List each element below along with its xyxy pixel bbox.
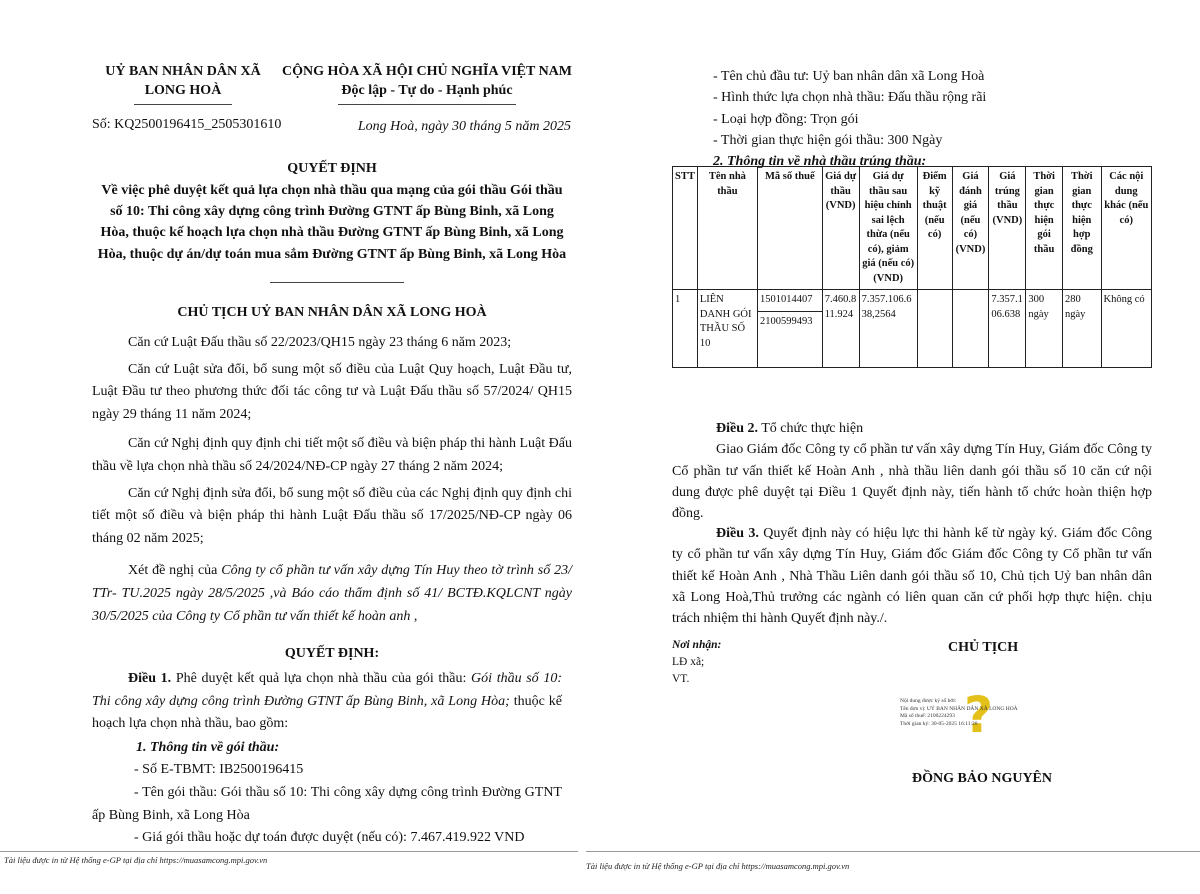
item-contract: - Loại hợp đồng: Trọn gói [713, 111, 859, 127]
basis-3 [92, 433, 572, 478]
article-2-text [672, 439, 1152, 524]
sig-line-1: Nội dung được ký số bởi: [900, 698, 957, 704]
cell-pkg-time: 300 ngày [1026, 290, 1063, 368]
article-2-heading [672, 418, 1152, 439]
cell-eval-price [952, 290, 989, 368]
section-1-title [92, 737, 562, 760]
section-2-title: 2. Thông tin về nhà thầu trúng thầu: [713, 154, 927, 170]
org-name [88, 62, 278, 100]
decides-heading: QUYẾT ĐỊNH: [284, 646, 380, 661]
digital-signature-info [900, 698, 1040, 744]
article-3-label: Điều 3. [716, 526, 759, 541]
basis-1-text: Căn cứ Luật Đấu thầu số 22/2023/QH15 ngày 23 tháng 6 năm 2023; [128, 335, 512, 350]
winning-bidder-table [672, 166, 1152, 368]
cell-award-price: 7.357.106.638 [989, 290, 1026, 368]
proposal-lead: Xét đề nghị của [128, 563, 222, 579]
doc-title: QUYẾT ĐỊNH [287, 161, 377, 176]
basis-3-text: Căn cứ Nghị định quy định chi tiết một số điều và biện pháp thi hành Luật Đấu thầu về lựa chọn nhà thầu số 24/2024/NĐ-CP ngày 27 tháng 2 năm 2024; [92, 436, 572, 474]
recipients-title: Nơi nhận: [672, 639, 722, 651]
col-stt: STT [673, 167, 698, 290]
item-price [92, 827, 562, 850]
left-footer: Tài liệu được in từ Hệ thống e-GP tại địa chỉ https://muasamcong.mpi.gov.vn [4, 855, 268, 865]
org-line-1: UỶ BAN NHÂN DÂN XÃ [105, 64, 261, 79]
col-tech-score: Điểm kỹ thuật (nếu có) [917, 167, 952, 290]
col-other: Các nội dung khác (nếu có) [1101, 167, 1151, 290]
cell-name: LIÊN DANH GÓI THẦU SỐ 10 [697, 290, 757, 368]
article-1-label: Điều 1. [128, 671, 172, 686]
doc-subject: Về việc phê duyệt kết quả lựa chọn nhà thầu qua mạng của gói thầu Gói thầu số 10: Thi công xây dựng công trình Đường GTNT ấp Bùng Binh, xã Long Hòa, thuộc kế hoạch lựa chọn nhà thầu Đường GTNT ấp Bùng Binh, xã Long Hòa, thuộc dự án/dự toán mua sắm Đường GTNT ấp Bùng Binh, xã Long Hòa [97, 183, 567, 262]
right-footer-rule [586, 851, 1200, 852]
article-2-title: Tổ chức thực hiện [758, 421, 864, 436]
sig-line-2: Tên đơn vị: UỶ BAN NHÂN DÂN XÃ LONG HOÀ [900, 705, 1018, 712]
nation-line-1: CỘNG HÒA XÃ HỘI CHỦ NGHĨA VIỆT NAM [281, 64, 572, 79]
doc-number: Số: KQ2500196415_2505301610 [92, 117, 282, 132]
basis-2 [92, 359, 572, 427]
table-header-row [673, 167, 1152, 290]
cell-tax-2: 2100599493 [759, 315, 813, 327]
org-underline [134, 104, 232, 105]
motto-underline [338, 104, 516, 105]
item-package-text: - Tên gói thầu: Gói thầu số 10: Thi công xây dựng công trình Đường GTNT ấp Bùng Binh, xã Long Hòa [92, 784, 562, 823]
authority-title: CHỦ TỊCH UỶ BAN NHÂN DÂN XÃ LONG HOÀ [177, 305, 487, 320]
article-2-label: Điều 2. [716, 421, 758, 436]
col-adjusted-price: Giá dự thầu sau hiệu chỉnh sai lệch thừa (nếu có), giảm giá (nếu có) (VND) [859, 167, 917, 290]
place-date: Long Hoà, ngày 30 tháng 5 năm 2025 [357, 119, 571, 134]
proposal-end: , [410, 608, 418, 624]
col-contract-time: Thời gian thực hiện hợp đồng [1062, 167, 1101, 290]
item-method: - Hình thức lựa chọn nhà thầu: Đấu thầu rộng rãi [713, 90, 987, 106]
sig-line-4: Thời gian ký: 30-05-2025 16:11:20 [900, 720, 978, 727]
basis-1 [92, 332, 572, 355]
item-etbmt-text: - Số E-TBMT: IB2500196415 [134, 762, 304, 778]
right-footer: Tài liệu được in từ Hệ thống e-GP tại địa chỉ https://muasamcong.mpi.gov.vn [586, 861, 850, 871]
basis-4 [92, 483, 572, 551]
signer-title: CHỦ TỊCH [948, 640, 1019, 655]
col-pkg-time: Thời gian thực hiện gói thầu [1026, 167, 1063, 290]
sig-line-3: Mã số thuế: 2100224293 [900, 713, 955, 719]
col-eval-price: Giá đánh giá (nếu có) (VND) [952, 167, 989, 290]
col-name: Tên nhà thầu [697, 167, 757, 290]
cell-other: Không có [1101, 290, 1151, 368]
col-tax: Mã số thuế [757, 167, 822, 290]
recipients [672, 637, 721, 688]
item-price-text: - Giá gói thầu hoặc dự toán được duyệt (nếu có): 7.467.419.922 VND [134, 830, 525, 846]
proposal-italic: Công ty cổ phần tư vấn xây dựng Tín Huy theo tờ trình số 23/ TTr- TU.2025 ngày 28/5/2025 ,và Báo cáo thẩm định số 41/ BCTĐ.KQLCNT ngày 30/5/2025 của Công ty Cổ phần tư vấn thiết kế hoàn anh [92, 563, 572, 624]
cell-contract-time: 280 ngày [1062, 290, 1101, 368]
proposal [92, 560, 572, 628]
org-line-2: LONG HOÀ [144, 83, 222, 98]
item-etbmt [92, 759, 562, 782]
cell-bid-price: 7.460.811.924 [822, 290, 859, 368]
article-3 [672, 523, 1152, 629]
package-info-continued [713, 66, 986, 172]
section-1-title-text: 1. Thông tin về gói thầu: [136, 739, 280, 755]
article-1-tail: thuộc kế hoạch lựa chọn nhà thầu, bao gồm: [92, 693, 562, 732]
cell-tech-score [917, 290, 952, 368]
cell-stt: 1 [673, 290, 698, 368]
article-1-body: Phê duyệt kết quả lựa chọn nhà thầu của gói thầu: [171, 671, 472, 686]
col-bid-price: Giá dự thầu (VND) [822, 167, 859, 290]
item-investor: - Tên chủ đầu tư: Uỷ ban nhân dân xã Long Hoà [713, 69, 985, 84]
legal-basis [92, 332, 572, 628]
item-package [92, 782, 562, 827]
left-footer-rule [0, 851, 578, 852]
article-1-text [92, 668, 562, 736]
subject-underline [270, 282, 404, 283]
col-award-price: Giá trúng thầu (VND) [989, 167, 1026, 290]
article-3-body: Quyết định này có hiệu lực thi hành kể từ ngày ký. Giám đốc Công ty cổ phần tư vấn xây dựng Tín Huy, Giám đốc Giám đốc Công ty Cổ phần tư vấn thiết kế Hoàn Anh , Nhà Thầu Liên danh gói thầu số 10, Chủ tịch Uỷ ban nhân dân xã Long Hoà,Thủ trưởng các ngành có liên quan căn cứ phối hợp thực hiện. chịu trách nhiệm thi hành Quyết định này./. [672, 526, 1152, 627]
basis-4-text: Căn cứ Nghị định sửa đổi, bổ sung một số điều của các Nghị định quy định chi tiết một số điều và biện pháp thi hành Luật Đấu thầu số 17/2025/NĐ-CP ngày 06 tháng 02 năm 2025; [92, 485, 572, 546]
signature-question-icon: ? [964, 686, 994, 744]
item-duration: - Thời gian thực hiện gói thầu: 300 Ngày [713, 132, 943, 148]
article-2 [672, 418, 1152, 524]
table-row [673, 290, 1152, 368]
signer-name: ĐỒNG BẢO NGUYÊN [912, 771, 1053, 786]
recipient-1: LĐ xã; [672, 656, 705, 668]
national-motto [268, 62, 586, 100]
nation-line-2: Độc lập - Tự do - Hạnh phúc [341, 83, 513, 98]
article-2-body: Giao Giám đốc Công ty cổ phần tư vấn xây dựng Tín Huy, Giám đốc Công ty Cổ phần tư vấn thiết kế Hoàn Anh , nhà thầu liên danh gói thầu số 10 căn cứ nội dung được phê duyệt tại Điều 1 Quyết định này, tiến hành tổ chức hoàn thiện hợp đồng. [672, 442, 1152, 522]
article-1-italic: Gói thầu số 10: Thi công xây dựng công trình Đường GTNT ấp Bùng Binh, xã Long Hòa; [92, 671, 563, 709]
cell-tax [757, 290, 822, 368]
recipient-2: VT. [672, 673, 690, 685]
cell-adjusted-price: 7.357.106.638,2564 [859, 290, 917, 368]
cell-tax-1: 1501014407 [758, 290, 822, 312]
article-1 [92, 668, 562, 850]
basis-2-text: Căn cứ Luật sửa đổi, bổ sung một số điều của Luật Quy hoạch, Luật Đầu tư, Luật Đầu tư theo phương thức đối tác công tư và Luật Đấu thầu số 57/2024/ QH15 ngày 29 tháng 11 năm 2024; [92, 361, 572, 422]
